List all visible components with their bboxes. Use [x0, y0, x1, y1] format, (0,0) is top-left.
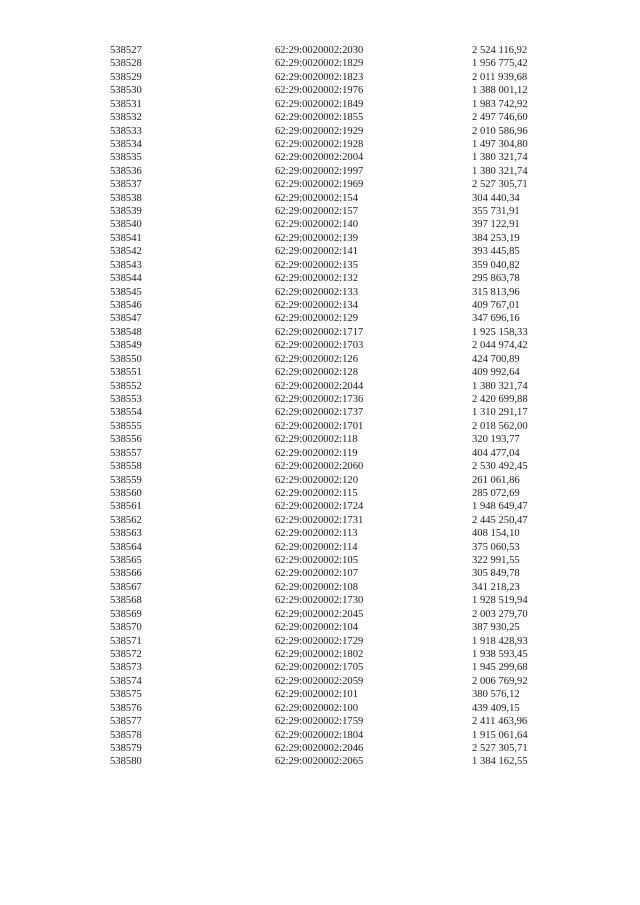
table-row [0, 111, 640, 124]
cadastral-value: 2 527 305,71 [472, 742, 528, 754]
table-row [0, 702, 640, 715]
cadastral-value: 380 576,12 [472, 689, 520, 701]
cadastral-number: 62:29:0020002:113 [275, 528, 358, 540]
cadastral-value: 2 411 463,96 [472, 716, 528, 728]
table-row [0, 178, 640, 191]
cadastral-value: 397 122,91 [472, 219, 520, 231]
cadastral-number: 62:29:0020002:1849 [275, 98, 364, 110]
cadastral-number: 62:29:0020002:118 [275, 434, 358, 446]
cadastral-value-table [0, 44, 640, 769]
row-number: 538528 [110, 58, 142, 70]
table-row [0, 380, 640, 393]
table-row [0, 729, 640, 742]
cadastral-value: 1 956 775,42 [472, 58, 528, 70]
row-number: 538559 [110, 474, 142, 486]
row-number: 538556 [110, 434, 142, 446]
row-number: 538566 [110, 568, 142, 580]
row-number: 538560 [110, 487, 142, 499]
cadastral-value: 1 380 321,74 [472, 380, 528, 392]
cadastral-value: 2 006 769,92 [472, 675, 528, 687]
cadastral-number: 62:29:0020002:1717 [275, 326, 364, 338]
cadastral-number: 62:29:0020002:134 [275, 300, 358, 312]
cadastral-number: 62:29:0020002:1976 [275, 85, 364, 97]
cadastral-number: 62:29:0020002:1736 [275, 393, 364, 405]
table-row [0, 84, 640, 97]
row-number: 538527 [110, 45, 142, 56]
row-number: 538565 [110, 555, 142, 567]
table-row [0, 339, 640, 352]
row-number: 538561 [110, 501, 142, 513]
cadastral-number: 62:29:0020002:100 [275, 702, 358, 714]
cadastral-value: 359 040,82 [472, 259, 520, 271]
cadastral-number: 62:29:0020002:101 [275, 689, 358, 701]
row-number: 538549 [110, 340, 142, 352]
table-row [0, 755, 640, 768]
table-row [0, 420, 640, 433]
table-row [0, 447, 640, 460]
cadastral-value: 1 915 061,64 [472, 729, 528, 741]
row-number: 538576 [110, 702, 142, 714]
table-row [0, 232, 640, 245]
row-number: 538575 [110, 689, 142, 701]
row-number: 538547 [110, 313, 142, 325]
cadastral-value: 2 497 746,60 [472, 112, 528, 124]
row-number: 538568 [110, 595, 142, 607]
row-number: 538548 [110, 326, 142, 338]
cadastral-value: 2 003 279,70 [472, 608, 528, 620]
cadastral-value: 393 445,85 [472, 246, 520, 258]
table-row [0, 98, 640, 111]
table-row [0, 272, 640, 285]
table-row [0, 245, 640, 258]
table-row [0, 500, 640, 513]
row-number: 538563 [110, 528, 142, 540]
cadastral-value: 1 497 304,80 [472, 138, 528, 150]
table-row [0, 218, 640, 231]
table-row [0, 554, 640, 567]
table-row [0, 393, 640, 406]
cadastral-number: 62:29:0020002:1731 [275, 514, 364, 526]
row-number: 538533 [110, 125, 142, 137]
cadastral-value: 295 863,78 [472, 273, 520, 285]
table-row [0, 366, 640, 379]
row-number: 538542 [110, 246, 142, 258]
cadastral-value: 2 445 250,47 [472, 514, 528, 526]
cadastral-value: 404 477,04 [472, 447, 520, 459]
row-number: 538571 [110, 635, 142, 647]
cadastral-number: 62:29:0020002:2065 [275, 756, 364, 768]
cadastral-number: 62:29:0020002:1759 [275, 716, 364, 728]
row-number: 538546 [110, 300, 142, 312]
cadastral-value: 1 310 291,17 [472, 407, 528, 419]
row-number: 538552 [110, 380, 142, 392]
row-number: 538545 [110, 286, 142, 298]
cadastral-number: 62:29:0020002:2030 [275, 45, 364, 56]
cadastral-value: 409 992,64 [472, 367, 520, 379]
table-row [0, 406, 640, 419]
row-number: 538540 [110, 219, 142, 231]
cadastral-number: 62:29:0020002:1804 [275, 729, 364, 741]
cadastral-value: 305 849,78 [472, 568, 520, 580]
cadastral-value: 1 983 742,92 [472, 98, 528, 110]
row-number: 538574 [110, 675, 142, 687]
cadastral-value: 424 700,89 [472, 353, 520, 365]
row-number: 538554 [110, 407, 142, 419]
row-number: 538555 [110, 420, 142, 432]
row-number: 538541 [110, 232, 142, 244]
row-number: 538539 [110, 206, 142, 218]
cadastral-value: 1 918 428,93 [472, 635, 528, 647]
row-number: 538551 [110, 367, 142, 379]
cadastral-number: 62:29:0020002:135 [275, 259, 358, 271]
table-row [0, 125, 640, 138]
cadastral-number: 62:29:0020002:2004 [275, 152, 364, 164]
cadastral-value: 408 154,10 [472, 528, 520, 540]
cadastral-number: 62:29:0020002:2044 [275, 380, 364, 392]
cadastral-value: 1 380 321,74 [472, 152, 528, 164]
cadastral-value: 1 384 162,55 [472, 756, 528, 768]
cadastral-number: 62:29:0020002:1705 [275, 662, 364, 674]
cadastral-value: 2 420 699,88 [472, 393, 528, 405]
row-number: 538536 [110, 165, 142, 177]
row-number: 538579 [110, 742, 142, 754]
cadastral-number: 62:29:0020002:1724 [275, 501, 364, 513]
cadastral-number: 62:29:0020002:140 [275, 219, 358, 231]
cadastral-value: 2 044 974,42 [472, 340, 528, 352]
cadastral-value: 439 409,15 [472, 702, 520, 714]
cadastral-value: 315 813,96 [472, 286, 520, 298]
row-number: 538537 [110, 179, 142, 191]
row-number: 538534 [110, 138, 142, 150]
cadastral-number: 62:29:0020002:133 [275, 286, 358, 298]
cadastral-value: 384 253,19 [472, 232, 520, 244]
table-row [0, 165, 640, 178]
cadastral-number: 62:29:0020002:108 [275, 581, 358, 593]
table-row [0, 648, 640, 661]
cadastral-number: 62:29:0020002:1823 [275, 71, 364, 83]
row-number: 538538 [110, 192, 142, 204]
cadastral-number: 62:29:0020002:1730 [275, 595, 364, 607]
table-row [0, 661, 640, 674]
cadastral-value: 347 696,16 [472, 313, 520, 325]
cadastral-number: 62:29:0020002:2060 [275, 461, 364, 473]
cadastral-value: 375 060,53 [472, 541, 520, 553]
cadastral-value: 320 193,77 [472, 434, 520, 446]
table-row [0, 635, 640, 648]
row-number: 538532 [110, 112, 142, 124]
table-row [0, 474, 640, 487]
cadastral-number: 62:29:0020002:105 [275, 555, 358, 567]
table-row [0, 138, 640, 151]
cadastral-number: 62:29:0020002:119 [275, 447, 358, 459]
cadastral-number: 62:29:0020002:1929 [275, 125, 364, 137]
cadastral-number: 62:29:0020002:1701 [275, 420, 364, 432]
table-row [0, 57, 640, 70]
row-number: 538572 [110, 648, 142, 660]
row-number: 538543 [110, 259, 142, 271]
cadastral-number: 62:29:0020002:2059 [275, 675, 364, 687]
cadastral-number: 62:29:0020002:1703 [275, 340, 364, 352]
cadastral-number: 62:29:0020002:1729 [275, 635, 364, 647]
row-number: 538573 [110, 662, 142, 674]
cadastral-value: 1 945 299,68 [472, 662, 528, 674]
table-row [0, 487, 640, 500]
cadastral-number: 62:29:0020002:120 [275, 474, 358, 486]
cadastral-number: 62:29:0020002:129 [275, 313, 358, 325]
table-row [0, 151, 640, 164]
table-row [0, 567, 640, 580]
cadastral-number: 62:29:0020002:141 [275, 246, 358, 258]
cadastral-value: 2 530 492,45 [472, 461, 528, 473]
table-row [0, 581, 640, 594]
cadastral-number: 62:29:0020002:1969 [275, 179, 364, 191]
table-row [0, 299, 640, 312]
cadastral-number: 62:29:0020002:2045 [275, 608, 364, 620]
row-number: 538569 [110, 608, 142, 620]
cadastral-number: 62:29:0020002:1829 [275, 58, 364, 70]
cadastral-value: 1 938 593,45 [472, 648, 528, 660]
cadastral-number: 62:29:0020002:114 [275, 541, 358, 553]
cadastral-value: 409 767,01 [472, 300, 520, 312]
cadastral-number: 62:29:0020002:115 [275, 487, 358, 499]
table-row [0, 621, 640, 634]
cadastral-number: 62:29:0020002:154 [275, 192, 358, 204]
row-number: 538580 [110, 756, 142, 768]
cadastral-value: 2 011 939,68 [472, 71, 528, 83]
cadastral-number: 62:29:0020002:132 [275, 273, 358, 285]
table-row [0, 259, 640, 272]
row-number: 538577 [110, 716, 142, 728]
cadastral-value: 341 218,23 [472, 581, 520, 593]
table-row [0, 742, 640, 755]
table-row [0, 715, 640, 728]
row-number: 538550 [110, 353, 142, 365]
cadastral-number: 62:29:0020002:1855 [275, 112, 364, 124]
cadastral-value: 2 527 305,71 [472, 179, 528, 191]
table-row [0, 71, 640, 84]
table-row [0, 688, 640, 701]
cadastral-number: 62:29:0020002:128 [275, 367, 358, 379]
cadastral-number: 62:29:0020002:104 [275, 622, 358, 634]
cadastral-value: 285 072,69 [472, 487, 520, 499]
cadastral-value: 1 928 519,94 [472, 595, 528, 607]
cadastral-number: 62:29:0020002:107 [275, 568, 358, 580]
table-row [0, 326, 640, 339]
table-row [0, 608, 640, 621]
row-number: 538530 [110, 85, 142, 97]
cadastral-number: 62:29:0020002:1928 [275, 138, 364, 150]
cadastral-value: 387 930,25 [472, 622, 520, 634]
cadastral-value: 1 388 001,12 [472, 85, 528, 97]
cadastral-value: 1 925 158,33 [472, 326, 528, 338]
table-row [0, 44, 640, 57]
row-number: 538529 [110, 71, 142, 83]
table-row [0, 514, 640, 527]
cadastral-number: 62:29:0020002:157 [275, 206, 358, 218]
cadastral-value: 261 061,86 [472, 474, 520, 486]
table-row [0, 205, 640, 218]
row-number: 538570 [110, 622, 142, 634]
row-number: 538578 [110, 729, 142, 741]
cadastral-number: 62:29:0020002:1737 [275, 407, 364, 419]
table-row [0, 594, 640, 607]
cadastral-value: 2 018 562,00 [472, 420, 528, 432]
table-row [0, 675, 640, 688]
cadastral-value: 322 991,55 [472, 555, 520, 567]
row-number: 538535 [110, 152, 142, 164]
table-row [0, 286, 640, 299]
row-number: 538558 [110, 461, 142, 473]
row-number: 538531 [110, 98, 142, 110]
cadastral-number: 62:29:0020002:126 [275, 353, 358, 365]
table-row [0, 353, 640, 366]
cadastral-value: 2 524 116,92 [472, 45, 528, 56]
cadastral-number: 62:29:0020002:1997 [275, 165, 364, 177]
table-row [0, 192, 640, 205]
cadastral-value: 1 948 649,47 [472, 501, 528, 513]
row-number: 538562 [110, 514, 142, 526]
row-number: 538553 [110, 393, 142, 405]
cadastral-number: 62:29:0020002:1802 [275, 648, 364, 660]
table-row [0, 541, 640, 554]
cadastral-number: 62:29:0020002:139 [275, 232, 358, 244]
cadastral-value: 1 380 321,74 [472, 165, 528, 177]
row-number: 538564 [110, 541, 142, 553]
cadastral-value: 2 010 586,96 [472, 125, 528, 137]
row-number: 538567 [110, 581, 142, 593]
row-number: 538557 [110, 447, 142, 459]
table-row [0, 312, 640, 325]
table-row [0, 460, 640, 473]
table-row [0, 433, 640, 446]
cadastral-number: 62:29:0020002:2046 [275, 742, 364, 754]
cadastral-value: 304 440,34 [472, 192, 520, 204]
cadastral-value: 355 731,91 [472, 206, 520, 218]
table-row [0, 527, 640, 540]
row-number: 538544 [110, 273, 142, 285]
